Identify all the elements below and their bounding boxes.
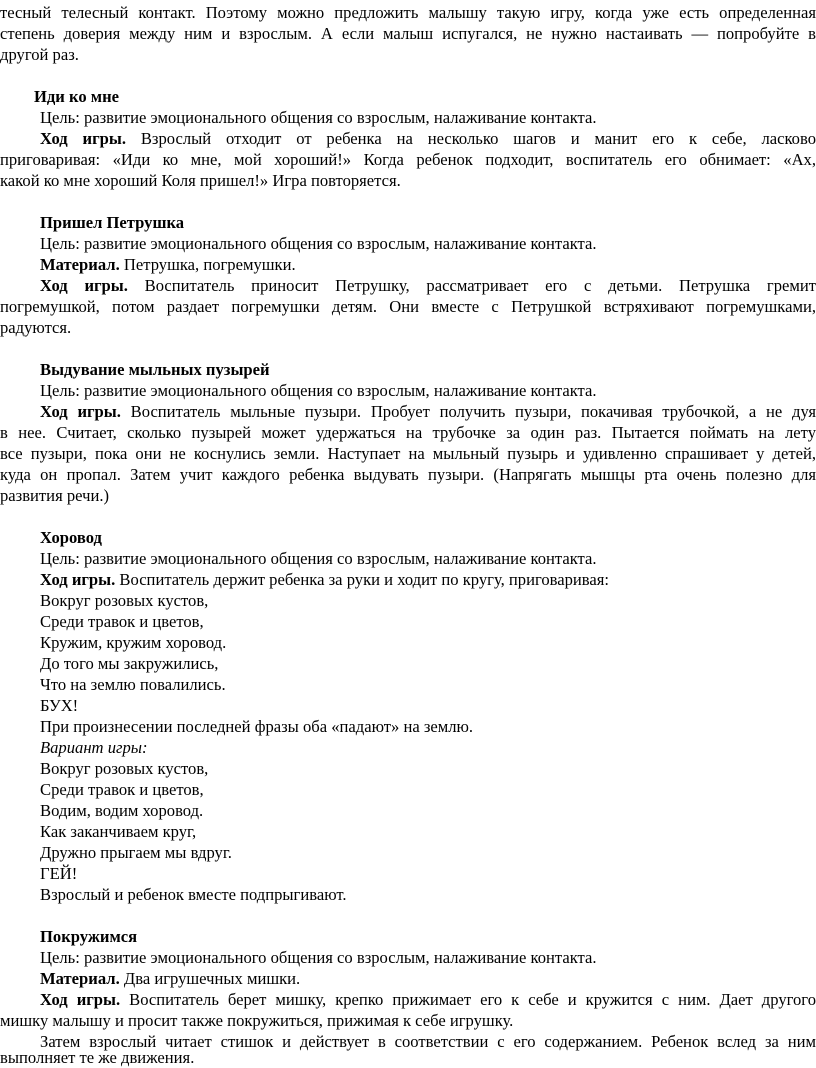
paragraph-line: Затем взрослый читает стишок и действует в соответствии с его содержанием. Ребенок вслед за ним xyxy=(40,1032,816,1051)
verse-line: ГЕЙ! xyxy=(40,864,78,883)
verse-line: Вокруг розовых кустов, xyxy=(40,759,209,778)
course-line: погремушкой, потом раздает погремушки детям. Они вместе с Петрушкой встряхивают погремушками, xyxy=(0,297,816,316)
course-line: Ход игры. Воспитатель держит ребенка за руки и ходит по кругу, приговаривая: xyxy=(40,570,610,589)
course-line: Ход игры. Воспитатель берет мишку, крепко прижимает его к себе и кружится с ним. Дает другого xyxy=(40,990,816,1009)
goal-line: Цель: развитие эмоционального общения со взрослым, налаживание контакта. xyxy=(40,234,597,253)
verse-line: Как заканчиваем круг, xyxy=(40,822,197,841)
section-title: Выдувание мыльных пузырей xyxy=(40,360,270,379)
goal-line: Цель: развитие эмоционального общения со взрослым, налаживание контакта. xyxy=(40,948,597,967)
verse-line: Что на землю повалились. xyxy=(40,675,226,694)
course-line: радуются. xyxy=(0,318,72,337)
paragraph-line: выполняет те же движения. xyxy=(0,1048,195,1067)
verse-line: Среди травок и цветов, xyxy=(40,780,204,799)
verse-line: До того мы закружились, xyxy=(40,654,219,673)
goal-line: Цель: развитие эмоционального общения со взрослым, налаживание контакта. xyxy=(40,108,597,127)
course-line: Ход игры. Воспитатель приносит Петрушку, рассматривает его с детьми. Петрушка гремит xyxy=(40,276,816,295)
course-line: мишку малышу и просит также покружиться, прижимая к себе игрушку. xyxy=(0,1011,514,1030)
verse-line: Дружно прыгаем мы вдруг. xyxy=(40,843,232,862)
section-title: Хоровод xyxy=(40,528,102,547)
course-line: приговаривая: «Иди ко мне, мой хороший!» Когда ребенок подходит, воспитатель его обнимает: «Ах, xyxy=(0,150,816,169)
section-title: Пришел Петрушка xyxy=(40,213,185,232)
course-line: все пузыри, пока они не коснулись земли. Наступает на мыльный пузырь и удивленно спрашивает у детей, xyxy=(0,444,816,463)
course-line: Ход игры. Взрослый отходит от ребенка на несколько шагов и манит его к себе, ласково xyxy=(40,129,816,148)
material-line: Материал. Два игрушечных мишки. xyxy=(40,969,301,988)
intro-line: тесный телесный контакт. Поэтому можно предложить малышу такую игру, когда уже есть определенная xyxy=(0,3,816,22)
section-title: Иди ко мне xyxy=(34,87,120,106)
course-line: какой ко мне хороший Коля пришел!» Игра повторяется. xyxy=(0,171,401,190)
verse-line: Среди травок и цветов, xyxy=(40,612,204,631)
goal-line: Цель: развитие эмоционального общения со взрослым, налаживание контакта. xyxy=(40,549,597,568)
material-line: Материал. Петрушка, погремушки. xyxy=(40,255,296,274)
verse-line: Кружим, кружим хоровод. xyxy=(40,633,227,652)
course-line: в нее. Считает, сколько пузырей может удержаться на трубочке за один раз. Пытается поймать на лету xyxy=(0,423,816,442)
note-line: Взрослый и ребенок вместе подпрыгивают. xyxy=(40,885,347,904)
verse-line: Вокруг розовых кустов, xyxy=(40,591,209,610)
section-title: Покружимся xyxy=(40,927,138,946)
course-line: развития речи.) xyxy=(0,486,109,505)
intro-line: другой раз. xyxy=(0,45,79,64)
verse-line: БУХ! xyxy=(40,696,79,715)
note-line: При произнесении последней фразы оба «падают» на землю. xyxy=(40,717,474,736)
goal-line: Цель: развитие эмоционального общения со взрослым, налаживание контакта. xyxy=(40,381,597,400)
intro-line: степень доверия между ним и взрослым. А если малыш испугался, не нужно настаивать — попробуйте в xyxy=(0,24,816,43)
variant-label: Вариант игры: xyxy=(40,738,148,757)
course-line: Ход игры. Воспитатель мыльные пузыри. Пробует получить пузыри, покачивая трубочкой, а не дуя xyxy=(40,402,816,421)
course-line: куда он пропал. Затем учит каждого ребенка выдувать пузыри. (Напрягать мышцы рта очень полезно для xyxy=(0,465,816,484)
verse-line: Водим, водим хоровод. xyxy=(40,801,204,820)
